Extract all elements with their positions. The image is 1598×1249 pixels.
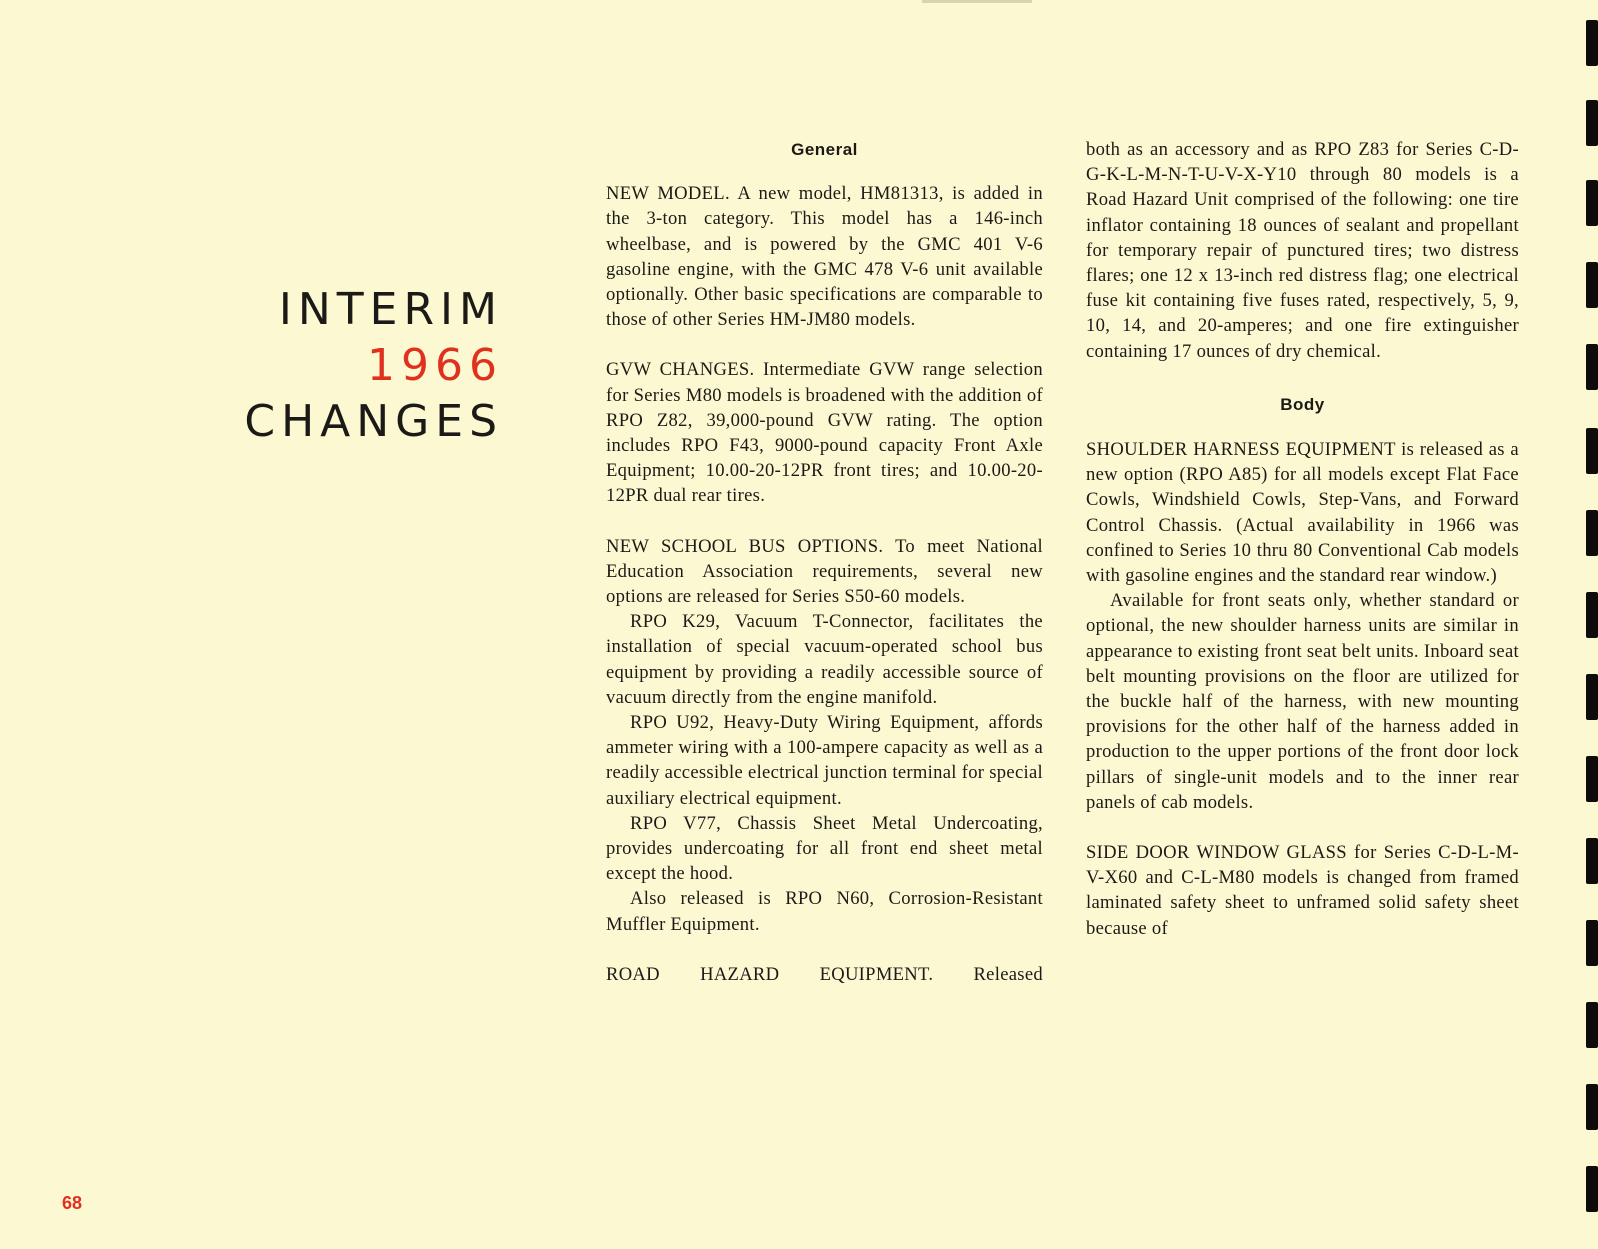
paragraph-road-hazard: ROAD HAZARD EQUIPMENT. Released: [606, 963, 1043, 985]
right-column: [1086, 137, 1519, 941]
binder-hole: [1586, 1084, 1598, 1130]
binder-hole: [1586, 1166, 1598, 1212]
binder-hole: [1586, 1002, 1598, 1048]
paragraph-school-bus: NEW SCHOOL BUS OPTIONS. To meet National Education Association requirements, several new options are released for Series S50-60 models.: [606, 535, 1043, 608]
page-title: [100, 282, 503, 450]
binder-hole: [1586, 838, 1598, 884]
title-interim: INTERIM: [278, 284, 503, 335]
binder-hole: [1586, 510, 1598, 556]
paragraph-rpo-n60: Also released is RPO N60, Corrosion-Resistant Muffler Equipment.: [606, 888, 1043, 935]
binder-holes: [1586, 0, 1598, 1249]
page-number: 68: [62, 1193, 83, 1213]
section-heading-general: General: [791, 140, 858, 159]
binder-hole: [1586, 428, 1598, 474]
binder-hole: [1586, 592, 1598, 638]
paragraph-side-door-glass: SIDE DOOR WINDOW GLASS for Series C-D-L-M-V-X60 and C-L-M80 models is changed from framed laminated safety sheet to unframed solid safety sheet because of: [1086, 842, 1519, 939]
paragraph-rpo-v77: RPO V77, Chassis Sheet Metal Undercoating, provides undercoating for all front end sheet metal except the hood.: [606, 812, 1043, 885]
title-year: 1966: [367, 340, 503, 391]
binder-hole: [1586, 920, 1598, 966]
binder-hole: [1586, 100, 1598, 146]
paragraph-gvw-changes: GVW CHANGES. Intermediate GVW range selection for Series M80 models is broadened with the addition of RPO Z82, 39,000-pound GVW rating. The option includes RPO F43, 9000-pound capacity Front Axle Equipment; 10.00-20-12PR front tires; and 10.00-20-12PR dual rear tires.: [606, 359, 1043, 507]
binder-hole: [1586, 344, 1598, 390]
paragraph-rpo-k29: RPO K29, Vacuum T-Connector, facilitates the installation of special vacuum-operated school bus equipment by providing a readily accessible source of vacuum directly from the engine manifold.: [606, 611, 1043, 708]
section-heading-body: Body: [1280, 394, 1325, 414]
binder-hole: [1586, 262, 1598, 308]
paragraph-front-seats: Available for front seats only, whether standard or optional, the new shoulder harness units are similar in appearance to existing front seat belt units. Inboard seat belt mounting provisions on the floor are utilized for the buckle half of the harness, with new mounting provisions for the other half of the harness added in production to the upper portions of the front door lock pillars of single-unit models and to the inner rear panels of cab models.: [1086, 590, 1519, 813]
top-edge-mark: [922, 0, 1032, 3]
binder-hole: [1586, 20, 1598, 66]
binder-hole: [1586, 674, 1598, 720]
paragraph-road-hazard-continued: both as an accessory and as RPO Z83 for Series C-D-G-K-L-M-N-T-U-V-X-Y10 through 80 models is a Road Hazard Unit comprised of the following: one tire inflator containing 18 ounces of sealant and propellant for temporary repair of punctured tires; two distress flares; one 12 x 13-inch red distress flag; one electrical fuse kit containing five fuses rated, respectively, 5, 9, 10, 14, and 20-amperes; and one fire extinguisher containing 17 ounces of dry chemical.: [1086, 139, 1519, 362]
binder-hole: [1586, 756, 1598, 802]
title-changes: CHANGES: [244, 396, 503, 447]
left-column: [606, 137, 1043, 987]
paragraph-rpo-u92: RPO U92, Heavy-Duty Wiring Equipment, affords ammeter wiring with a 100-ampere capacity as well as a readily accessible electrical junction terminal for special auxiliary electrical equipment.: [606, 712, 1043, 809]
binder-hole: [1586, 180, 1598, 226]
paragraph-new-model: NEW MODEL. A new model, HM81313, is added in the 3-ton category. This model has a 146-inch wheelbase, and is powered by the GMC 401 V-6 gasoline engine, with the GMC 478 V-6 unit available optionally. Other basic specifications are comparable to those of other Series HM-JM80 models.: [606, 183, 1043, 331]
paragraph-shoulder-harness: SHOULDER HARNESS EQUIPMENT is released as a new option (RPO A85) for all models except Flat Face Cowls, Windshield Cowls, Step-Vans, and Forward Control Chassis. (Actual availability in 1966 was confined to Series 10 thru 80 Conventional Cab models with gasoline engines and the standard rear window.): [1086, 439, 1519, 587]
